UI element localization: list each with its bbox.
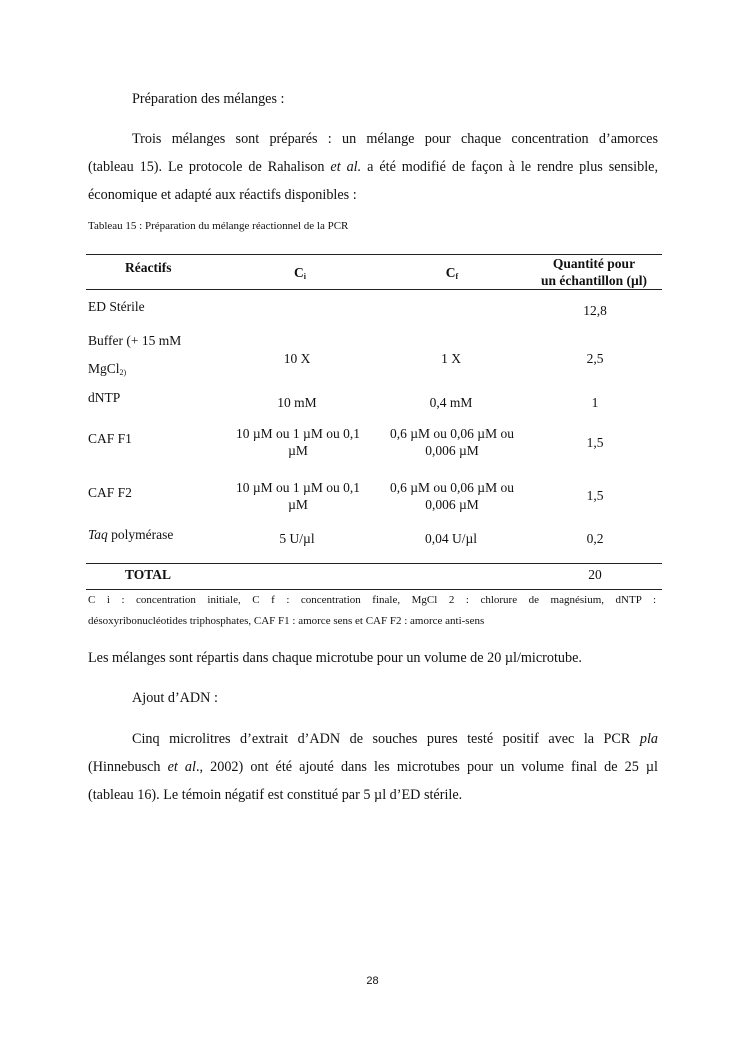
row-taq-qty: 0,2	[586, 531, 604, 546]
row-caf-f2-qty: 1,5	[586, 488, 604, 503]
row-ed-sterile-qty: 12,8	[583, 303, 607, 318]
section-heading-preparation: Préparation des mélanges :	[132, 91, 285, 107]
row-ed-sterile-name: ED Stérile	[88, 299, 145, 314]
row-taq-name: Taq polymérase	[88, 527, 174, 542]
paragraph-2: Les mélanges sont répartis dans chaque microtube pour un volume de 20 µl/microtube.	[88, 650, 582, 666]
header-quantite: Quantité pour un échantillon (µl)	[540, 256, 648, 288]
paragraph-3-line-1: Cinq microlitres d’extrait d’ADN de souches pures testé positif avec la PCR pla	[132, 731, 658, 747]
row-caf-f1-qty: 1,5	[586, 435, 604, 450]
row-dntp-qty: 1	[591, 395, 599, 410]
header-cf: $C_f$	[445, 265, 459, 281]
paragraph-1-line-2: (tableau 15). Le protocole de Rahalison et al. a été modifié de façon à le rendre plus sensible,	[88, 159, 659, 175]
section-heading-ajout-adn: Ajout d’ADN :	[132, 690, 218, 706]
row-caf-f1-ci: 10 µM ou 1 µM ou 0,1 µM	[236, 426, 360, 458]
row-caf-f1-name: CAF F1	[88, 431, 132, 446]
row-total-value: 20	[588, 567, 602, 582]
row-caf-f2-ci: 10 µM ou 1 µM ou 0,1 µM	[236, 480, 360, 512]
row-taq-ci: 5 U/µl	[279, 531, 315, 546]
row-caf-f1-cf: 0,6 µM ou 0,06 µM ou 0,006 µM	[390, 426, 514, 458]
table-total-rule	[86, 563, 662, 564]
row-total-label: TOTAL	[125, 567, 172, 582]
table-footnote-line-2: désoxyribonucléotides triphosphates, CAF F1 : amorce sens et CAF F2 : amorce anti-sens	[88, 615, 485, 627]
row-dntp-ci: 10 mM	[277, 395, 317, 410]
row-buffer-name-line1: Buffer (+ 15 mM	[88, 333, 182, 348]
row-buffer-cf: 1 X	[441, 351, 461, 366]
row-caf-f2-name: CAF F2	[88, 485, 132, 500]
row-caf-f2-cf: 0,6 µM ou 0,06 µM ou 0,006 µM	[390, 480, 514, 512]
row-dntp-name: dNTP	[88, 390, 121, 405]
table-header-rule	[86, 289, 662, 290]
paragraph-3-line-2: (Hinnebusch et al., 2002) ont été ajouté dans les microtubes pour un volume final de 25 µl	[88, 759, 658, 775]
row-buffer-qty: 2,5	[586, 351, 604, 366]
paragraph-1-line-3: économique et adapté aux réactifs disponibles :	[88, 187, 357, 203]
table-caption: Tableau 15 : Préparation du mélange réactionnel de la PCR	[88, 220, 349, 232]
row-buffer-name-line2: MgCl$_{2)}$	[88, 361, 127, 377]
paragraph-3-line-3: (tableau 16). Le témoin négatif est constitué par 5 µl d’ED stérile.	[88, 787, 463, 803]
header-ci: $C_i$	[294, 265, 306, 281]
header-reactifs: Réactifs	[125, 260, 172, 275]
row-taq-cf: 0,04 U/µl	[424, 531, 478, 546]
row-dntp-cf: 0,4 mM	[429, 395, 473, 410]
row-buffer-ci: 10 X	[283, 351, 311, 366]
table-footnote-line-1: C i : concentration initiale, C f : concentration finale, MgCl 2 : chlorure de magnésium, dNTP :	[88, 594, 656, 606]
page-number: 28	[366, 975, 379, 987]
paragraph-1-line-1: Trois mélanges sont préparés : un mélange pour chaque concentration d’amorces	[132, 131, 658, 147]
